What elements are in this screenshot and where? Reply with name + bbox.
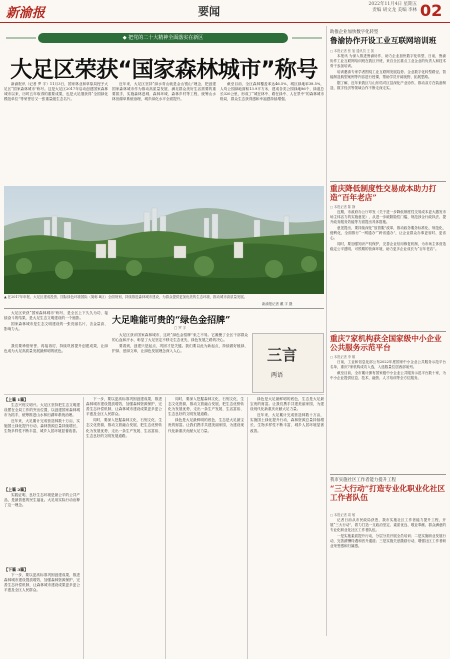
article1-headline: 鲁渝协作开设工业互联网培训班 [330,36,437,45]
article4-headline: “三大行动”打造专业化职业化社区工作者队伍 [330,484,446,502]
article1-body [330,54,446,178]
lead-paragraph: 截至目前，全区森林覆盖率达46.5%，城区绿地率38.5%，人均公园绿地面积13.9平方米，建成各类公园绿地86个，绿道总长320公里，形成了“城在林中、路在绿中、人在景中”的森林城市格局，群众生态获得感和幸福感持续增强。 [220,82,324,102]
article3-body [330,360,446,470]
article3-headline: 重庆7家机构获全国家级中小企业公共服务示范平台 [330,334,442,352]
commentary-body-col2 [86,397,162,659]
commentary-divider [4,394,324,395]
sidebar-divider [330,474,446,475]
column-rule [165,397,166,659]
date-block [357,2,417,14]
commentary-paragraph: 生态兴则文明兴。大足区坚持把生态文明建设摆在全局工作的突出位置，以创建国家森林城市为抓手，统筹推进山水林田湖草系统治理。 [4,403,80,418]
article4-kicker: 我市实施社区工作者能力提升工程 [330,478,396,483]
main-column [4,26,324,636]
city-landscape-image [4,186,324,294]
section-label: 【下篇 3篇】 [4,567,29,572]
article3-paragraph: 日前，工业和信息化部公布2022年度国家中小企业公共服务示范平台名单，重庆7家机构成功入选，入选数量位居西部前列。 [330,360,446,369]
article1-paragraph: 据了解，近年来我区与山东结对区县深化产业协作，推动双方在装备制造、数字经济等领域合作不断走深走实。 [330,81,446,90]
masthead [0,0,450,23]
photo-credit: 新渝报记者 戴 宇 摄 [262,302,293,306]
lead-headline: 大足区荣获“国家森林城市”称号 [10,58,318,83]
promo-title: 三言 [267,346,298,364]
commentary-paragraph: 下一步，要以更高标准巩固创建成果，推进森林城市建设提质增效，加强森林资源保护，完善生态补偿机制，让森林城市建设成果更多更公平惠及全区人民群众。 [86,397,162,417]
article2-paragraph: 近期，市政府办公厅印发《关于进一步降低制度性交易成本更大激发市场主体活力的实施意见》，从进一步破除隐性门槛、规范涉企行政执法、提升政务服务效能等方面提出具体措施。 [330,210,446,224]
article4-paragraph: 记者日前从市民政局获悉，我市实施社区工作者能力提升工程，开展“三大行动”，着力打造一支政治坚定、素质优良、敬业奉献、群众满意的专业化职业化社区工作者队伍。 [330,518,446,532]
section-title: 要闻 [198,5,220,18]
article3-byline: □ 本报记者 李 娜 [330,355,356,359]
lead-paragraph: 新渝报讯（记者 罗 宇）11月3日，国家林业和草原局授予大足区“国家森林城市”称号。这是大足区2017年启动创建国家森林城市以来，历时五年取得的重要成果，也是大足继获得“全国绿化模范单位”等荣誉后又一张重量级生态名片。 [4,82,108,102]
section-label: 【上篇 2篇】 [4,487,29,492]
sidebar-divider [330,181,446,182]
commentary-paragraph: 要看到，创建只是起点，巩固才是关键。我们要以此为新起点，持续做好植绿、护绿、爱绿文章，让绿色发展理念深入人心。 [112,344,248,354]
issue-date: 2022年11月4日 星期五 [368,2,417,7]
commentary-paragraph: 绿色是大足最鲜明的底色，生态是大足最宝贵的财富。让我们携手共建美丽家园，为建设现代化新重庆贡献大足力量。 [250,397,324,412]
commentary-paragraph: 近年来，大足累计完成营造林数十万亩，实施国土绿化提升行动，森林资源总量持续增长，生物多样性不断丰富，城乡人居环境显著改善。 [4,419,80,434]
article1-byline: □ 本报记者 张 旭 通讯员 王 凯 [330,49,375,53]
article4-byline: □ 本报记者 周 敏 [330,513,356,517]
promo-subtitle: 两语 [271,372,284,379]
theme-banner: ◆ 把党的二十大精神全面落实在新区 [38,33,288,43]
commentary-body-col1 [4,403,80,483]
article1-paragraph: 培训邀请专家学者围绕工业互联网发展趋势、企业数字化转型路径、智能制造典型案例等内容进行授课，帮助学员开阔视野、拓展思路。 [330,70,446,79]
lead-paragraph: 近年来，大足区坚持“绿水青山就是金山银山”理念，把创建国家森林城市作为推动高质量发展、满足群众美好生活需要的重要抓手，实施森林进城、森林环城、森林乡村等工程，统筹山水林田湖草系统治理，城乡绿化水平全面提升。 [112,82,216,102]
article3-paragraph: 截至目前，全市累计拥有国家级中小企业公共服务示范平台数十家，为中小企业提供信息、技术、融资、人才培训等全方位服务。 [330,371,446,380]
page-number: 02 [420,1,443,20]
lead-body-col2 [112,82,216,182]
commentary-intro-paragraph: 我们要珍惜荣誉、再接再厉，持续巩固提升创建成果，让绿色成为大足高质量发展最鲜明的底色。 [4,344,108,354]
forest-city-photo [4,186,324,294]
commentary-body-col1b [4,493,80,563]
commentary-paragraph: 实践证明，良好生态环境是最公平的公共产品，是最普惠的民生福祉。大足用实际行动诠释了这一理念。 [4,493,80,508]
sidebar-divider [330,331,446,332]
sidebar-column [326,26,450,636]
article2-body [330,210,446,330]
commentary-intro-col1 [4,311,108,343]
lead-body-col1 [4,82,108,182]
article2-headline: 重庆降低制度性交易成本助力打造“百年老店” [330,184,437,202]
commentary-paragraph: 同时，要深入挖掘森林文化、石刻文化、生态文化资源，推动文旅融合发展，把生态优势转化为发展优势，走出一条生产发展、生活富裕、生态良好的文明发展道路。 [86,418,162,438]
article1-kicker: 助推企业加快数字化转型 [330,30,379,35]
commentary-intro-paragraph: 大足区荣获“国家森林城市”称号，是全区上下久久为功、接续奋斗的结果，是大足生态文明建设的一个缩影。 [4,311,108,321]
commentary-body-col4 [250,397,324,659]
article2-paragraph: 同时，要加强知识产权保护，完善企业信用修复机制，为市场主体营造稳定公平透明、可预期的营商环境，助力更多企业成长为“百年老店”。 [330,242,446,251]
section-label: 【上篇 1篇】 [4,397,29,402]
article4-paragraph: 一是实施素质提升行动，分层分类开展全员培训；二是实施职业发展行动，完善薪酬待遇和晋升通道；三是实施关爱激励行动，增强社区工作者职业荣誉感和归属感。 [330,534,446,548]
commentary-intro-col1b [4,344,108,364]
article2-paragraph: 意见提出，要持续深化“放管服”改革，推动政务服务标准化、规范化、便利化，全面推行“一网通办”“跨省通办”，让企业群众办事更省时、更省心。 [330,226,446,240]
article2-byline: □ 本报记者 陈 静 [330,205,356,209]
newspaper-logo: 新渝报 [6,6,46,21]
lead-body-col3 [220,82,324,182]
column-rule [247,397,248,659]
editor-credit: 责编 胡文龙 美编 李林 [372,8,417,13]
commentary-headline: 大足唯能可贵的“绿色金招牌” [112,316,231,326]
commentary-intro-paragraph: 国家森林城市是生态文明建设的一张亮丽名片，含金量高、影响力大。 [4,322,108,332]
commentary-paragraph: 下一步，要以更高标准巩固创建成果，推进森林城市建设提质增效，加强森林资源保护，完善生态补偿机制，让森林城市建设成果更多更公平惠及全区人民群众。 [4,573,80,593]
commentary-body-col3 [168,397,244,659]
commentary-col-intro [112,333,248,391]
commentary-paragraph: 绿色是大足最鲜明的底色，生态是大足最宝贵的财富。让我们携手共建美丽家园，为建设现代化新重庆贡献大足力量。 [168,418,244,433]
commentary-paragraph: 大足区获评国家森林城市，这块“绿色金招牌”来之不易。它凝聚了全区干部群众的心血和汗水，彰显了大足坚定不移走生态优先、绿色发展之路的决心。 [112,333,248,343]
column-rule [83,397,84,659]
promo-box [252,333,324,393]
commentary-body-col1c [4,573,80,659]
commentary-paragraph: 同时，要深入挖掘森林文化、石刻文化、生态文化资源，推动文旅融合发展，把生态优势转化为发展优势，走出一条生产发展、生活富裕、生态良好的文明发展道路。 [168,397,244,417]
banner-left-ornament [6,36,36,40]
banner-right-ornament [292,36,322,40]
commentary-paragraph: 近年来，大足累计完成营造林数十万亩，实施国土绿化提升行动，森林资源总量持续增长，生物多样性不断丰富，城乡人居环境显著改善。 [250,413,324,433]
commentary-byline: □ 罗 宇 [174,326,187,330]
photo-caption: ▲ 在2017年申报、大足区建成投资、国际绿色环境国际（简称 B区）全面规划，持续推进森林城市建设，为群众提供更加优美的生态环境，推动城市高质量发展。 [4,295,248,299]
article1-paragraph: 本报讯 为深入推进鲁渝协作，助力企业加快数字化转型，日前，鲁渝协作工业互联网培训班在我区开班，来自全区重点工业企业的负责人和技术骨干参加培训。 [330,54,446,68]
section-divider [4,308,324,309]
article4-body [330,518,446,634]
